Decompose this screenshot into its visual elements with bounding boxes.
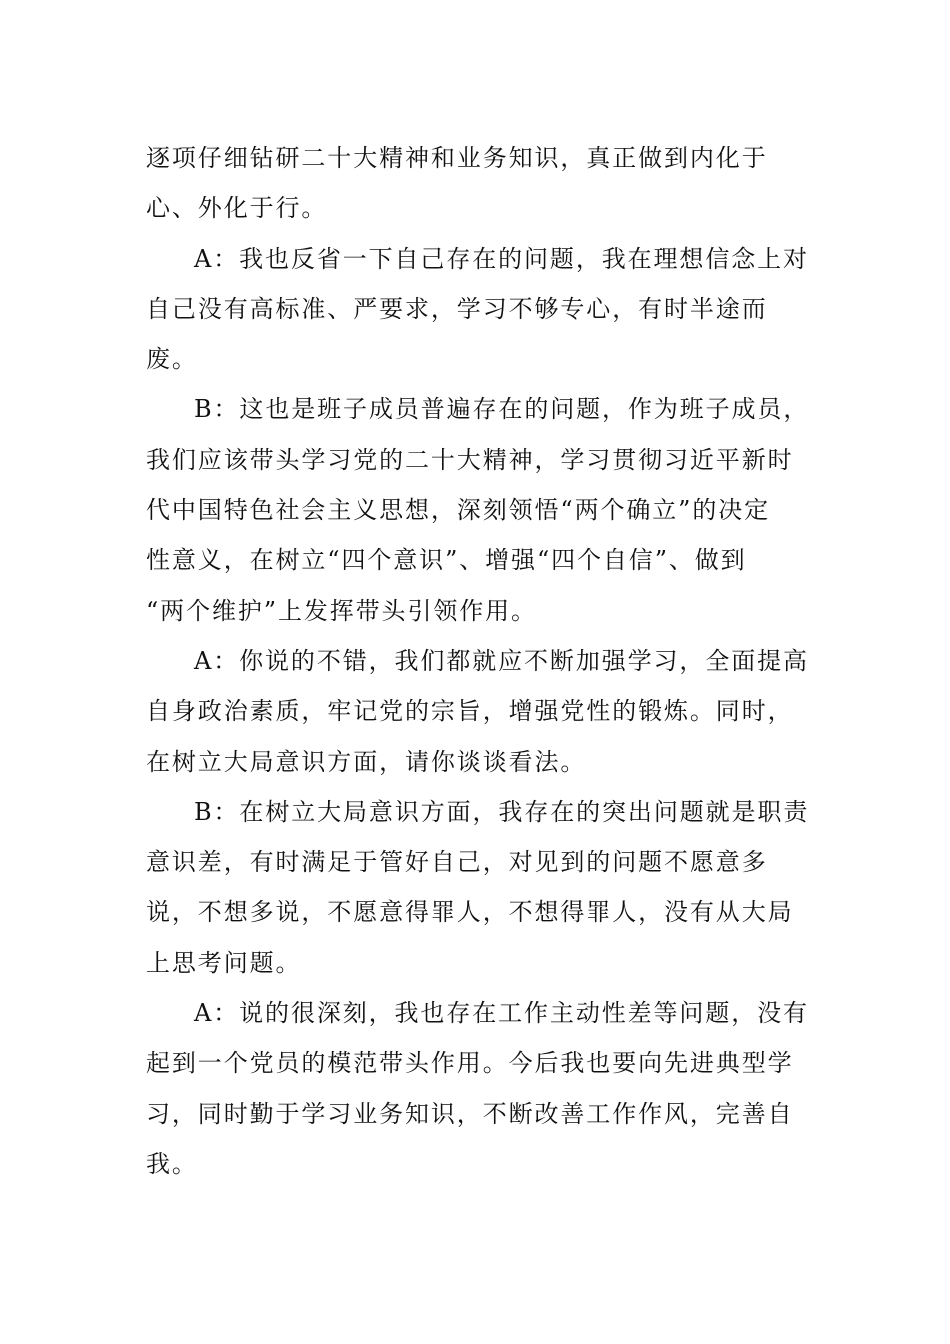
- text-line: A：我也反省一下自己存在的问题，我在理想信念上对: [194, 244, 809, 273]
- text-line: A：你说的不错，我们都就应不断加强学习，全面提高: [194, 646, 809, 675]
- text-line: B：在树立大局意识方面，我存在的突出问题就是职责: [194, 797, 810, 826]
- text-line: 说，不想多说，不愿意得罪人，不想得罪人，没有从大局: [146, 898, 794, 927]
- text-line: 我们应该带头学习党的二十大精神，学习贯彻习近平新时: [146, 445, 794, 474]
- text-line: “两个维护”上发挥带头引领作用。: [146, 596, 537, 625]
- text-line: A：说的很深刻，我也存在工作主动性差等问题，没有: [194, 999, 809, 1028]
- document-body: [146, 133, 810, 1189]
- text-line: 我。: [146, 1149, 198, 1178]
- text-line: 上思考问题。: [146, 948, 302, 977]
- text-line: 自己没有高标准、严要求，学习不够专心，有时半途而: [146, 294, 768, 323]
- text-line: 废。: [146, 345, 198, 374]
- text-line: 起到一个党员的模范带头作用。今后我也要向先进典型学: [146, 1049, 794, 1078]
- text-line: 习，同时勤于学习业务知识，不断改善工作作风，完善自: [146, 1099, 794, 1128]
- text-line: 性意义，在树立“四个意识”、增强“四个自信”、做到: [146, 546, 747, 575]
- text-line: 在树立大局意识方面，请你谈谈看法。: [146, 747, 587, 776]
- text-line: 代中国特色社会主义思想，深刻领悟“两个确立”的决定: [146, 496, 771, 525]
- text-line: B：这也是班子成员普遍存在的问题，作为班子成员，: [194, 395, 810, 424]
- text-line: 意识差，有时满足于管好自己，对见到的问题不愿意多: [146, 848, 768, 877]
- text-line: 自身政治素质，牢记党的宗旨，增强党性的锻炼。同时，: [146, 697, 794, 726]
- text-line: 逐项仔细钻研二十大精神和业务知识，真正做到内化于: [146, 144, 768, 172]
- text-line: 心、外化于行。: [146, 194, 328, 223]
